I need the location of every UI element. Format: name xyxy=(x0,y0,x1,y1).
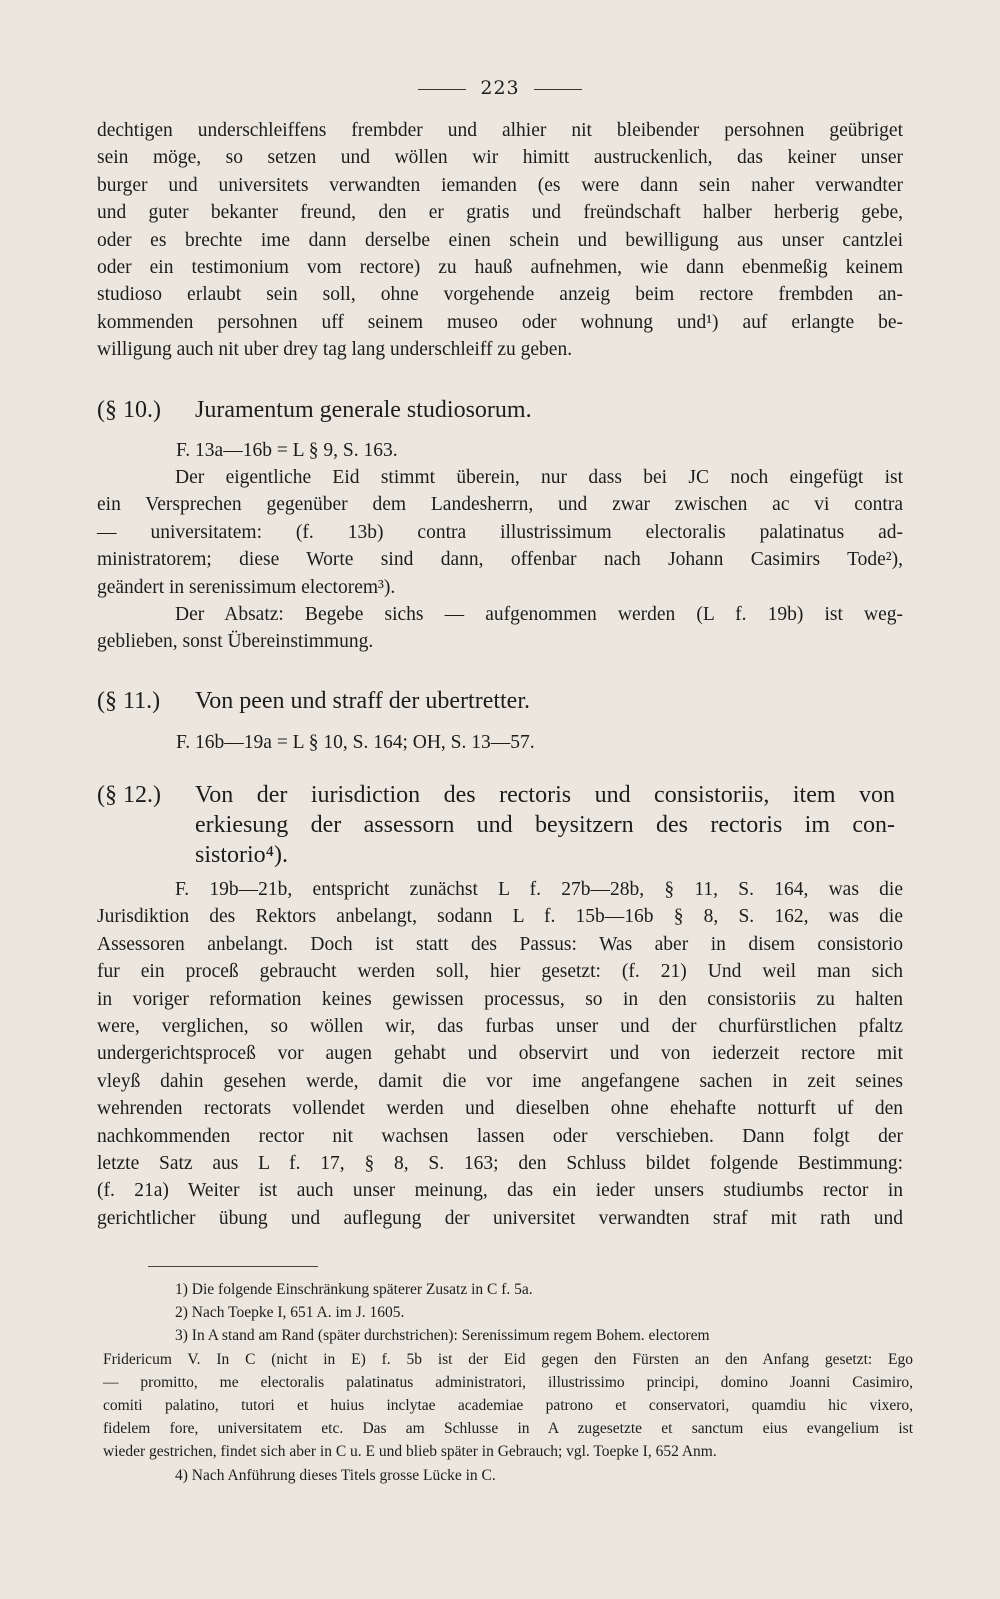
text-line: sein möge, so setzen und wöllen wir himitt austruckenlich, das keiner unser xyxy=(97,147,903,169)
text-line: dechtigen underschleiffens frembder und alhier nit bleibender persohnen geübriget xyxy=(97,120,903,141)
footnote-2: 2) Nach Toepke I, 651 A. im J. 1605. xyxy=(175,1304,405,1322)
section-10-body xyxy=(97,464,903,656)
text-line: gerichtlicher übung und auflegung der universitet verwandten straf mit rath und xyxy=(97,1207,903,1229)
section-title: Von peen und straff der ubertretter. xyxy=(195,688,531,714)
text-line: ein Versprechen gegenüber dem Landesherrn, und zwar zwischen ac vi contra xyxy=(97,494,903,516)
footnote-line: fidelem fore, universitatem etc. Das am Schlusse in A zugesetzte et sanctum eius evangelium ist xyxy=(103,1420,913,1438)
text-line: were, verglichen, so wöllen wir, das furbas unser und der churfürstlichen pfaltz xyxy=(97,1016,903,1038)
text-line: nachkommenden rector nit wachsen lassen oder verschieben. Dann folgt der xyxy=(97,1125,903,1147)
text-line: oder ein testimonium vom rectore) zu hauß aufnehmen, wie dann ebenmeßig keinem xyxy=(97,257,903,279)
page-number-dash-right xyxy=(534,89,582,90)
text-line: geblieben, sonst Übereinstimmung. xyxy=(97,631,374,653)
text-line: und guter bekanter freund, den er gratis und freündschaft halber herberig gebe, xyxy=(97,202,903,224)
section-number: (§ 12.) xyxy=(97,782,161,808)
text-line: fur ein proceß gebraucht werden soll, hier gesetzt: (f. 21) Und weil man sich xyxy=(97,961,903,983)
text-line: oder es brechte ime dann derselbe einen schein und bewilligung aus unser cantzlei xyxy=(97,229,903,251)
title-line: sistorio⁴). xyxy=(195,842,289,868)
section-11-reference: F. 16b—19a = L § 10, S. 164; OH, S. 13—57. xyxy=(176,732,535,753)
section-number: (§ 11.) xyxy=(97,688,161,714)
footnote-line: comiti palatino, tutori et huius inclytae academiae patrono et conservatori, quamdiu hic vixero, xyxy=(103,1397,913,1415)
footnote-3 xyxy=(103,1324,913,1463)
footnote-line: Fridericum V. In C (nicht in E) f. 5b ist der Eid gegen den Fürsten an den Anfang gesetzt: Ego xyxy=(103,1350,913,1368)
text-line: undergerichtsproceß vor augen gehabt und observirt und von iederzeit rectore mit xyxy=(97,1043,903,1065)
section-11-heading xyxy=(97,686,907,716)
text-line: F. 19b—21b, entspricht zunächst L f. 27b—28b, § 11, S. 164, was die xyxy=(175,879,903,900)
footnote-line: wieder gestrichen, findet sich aber in C u. E und blieb später in Gebrauch; vgl. Toepke I, 652 Anm. xyxy=(103,1443,717,1461)
section-12-heading xyxy=(97,780,907,870)
footnotes xyxy=(103,1278,913,1487)
page-number-dash-left xyxy=(418,89,466,90)
text-line: willigung auch nit uber drey tag lang underschleiff zu geben. xyxy=(97,339,573,361)
text-line: burger und universitets verwandten iemanden (es were dann sein naher verwandter xyxy=(97,174,903,196)
footnote-line: 3) In A stand am Rand (später durchstrichen): Serenissimum regem Bohem. electorem xyxy=(175,1327,710,1345)
footnote-separator xyxy=(148,1266,318,1267)
text-line: (f. 21a) Weiter ist auch unser meinung, das ein ieder unsers studiumbs rector in xyxy=(97,1180,903,1202)
page-number xyxy=(0,77,1000,99)
title-line: Von der iurisdiction des rectoris und consistoriis, item von xyxy=(195,782,895,808)
footnote-line: — promitto, me electoralis palatinatus administratori, illustrissimo principi, domino Joanni Casimiro, xyxy=(103,1373,913,1391)
text-line: Jurisdiktion des Rektors anbelangt, sodann L f. 15b—16b § 8, S. 162, was die xyxy=(97,906,903,928)
text-line: wehrenden rectorats vollendet werden und dieselben ohne ehehafte notturft uf den xyxy=(97,1098,903,1120)
text-line: kommenden persohnen uff seinem museo oder wohnung und¹) auf erlangte be- xyxy=(97,311,903,333)
text-line: ministratorem; diese Worte sind dann, offenbar nach Johann Casimirs Tode²), xyxy=(97,549,903,571)
text-line: Der eigentliche Eid stimmt überein, nur dass bei JC noch eingefügt ist xyxy=(175,467,903,488)
title-line: erkiesung der assessorn und beysitzern des rectoris im con- xyxy=(195,812,895,838)
section-number: (§ 10.) xyxy=(97,397,161,423)
text-line: geändert in serenissimum electorem³). xyxy=(97,576,396,598)
section-title xyxy=(195,780,895,870)
section-10-heading xyxy=(97,395,907,425)
footnote-4: 4) Nach Anführung dieses Titels grosse Lücke in C. xyxy=(175,1466,496,1484)
footnote-1: 1) Die folgende Einschränkung späterer Zusatz in C f. 5a. xyxy=(175,1281,533,1298)
text-line: — universitatem: (f. 13b) contra illustrissimum electoralis palatinatus ad- xyxy=(97,521,903,543)
page-number-value: 223 xyxy=(480,77,520,99)
text-line: Assessoren anbelangt. Doch ist statt des Passus: Was aber in disem consistorio xyxy=(97,933,903,955)
text-line: Der Absatz: Begebe sichs — aufgenommen werden (L f. 19b) ist weg- xyxy=(175,604,903,626)
text-line: letzte Satz aus L f. 17, § 8, S. 163; den Schluss bildet folgende Bestimmung: xyxy=(97,1153,903,1175)
intro-paragraph xyxy=(97,117,903,364)
text-line: vleyß dahin gesehen werde, damit die vor ime angefangene sachen in zeit seines xyxy=(97,1070,903,1092)
section-12-body xyxy=(97,876,903,1232)
text-line: in voriger reformation keines gewissen processus, so in den consistoriis zu halten xyxy=(97,988,903,1010)
section-title: Juramentum generale studiosorum. xyxy=(195,397,532,423)
section-10-reference: F. 13a—16b = L § 9, S. 163. xyxy=(176,440,398,461)
text-line: studioso erlaubt sein soll, ohne vorgehende anzeig beim rectore frembden an- xyxy=(97,284,903,306)
